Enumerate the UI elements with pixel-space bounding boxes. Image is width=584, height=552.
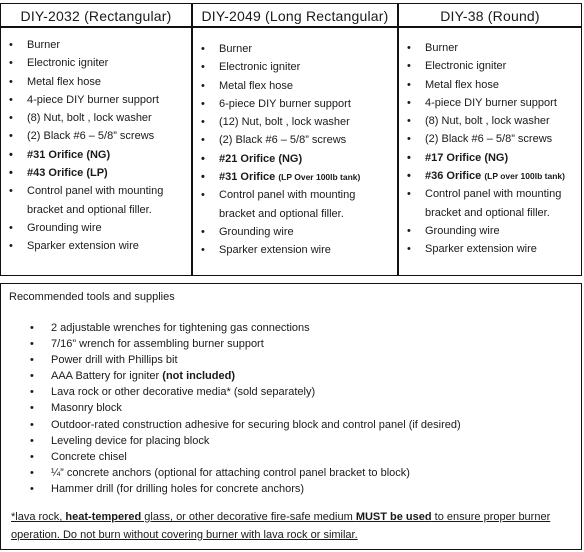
kit-item-text: Electronic igniter xyxy=(27,57,109,70)
kit-item-text: Metal flex hose xyxy=(425,78,499,91)
kit-item xyxy=(1,164,191,182)
kit-item xyxy=(193,58,397,76)
kit-item-text: Metal flex hose xyxy=(27,75,101,88)
footnote-text: glass, or other decorative fire-safe medium xyxy=(141,511,356,523)
kit-item-text: Grounding wire xyxy=(425,224,500,237)
kit-item-text: Burner xyxy=(27,39,61,51)
kit-item xyxy=(193,131,397,149)
kit-item-text: Electronic igniter xyxy=(219,61,301,74)
kit-item-text: #36 Orifice xyxy=(425,170,482,183)
tool-item-text: Concrete chisel xyxy=(51,450,127,463)
kit-item xyxy=(1,73,191,91)
footnote-bold: MUST be used xyxy=(355,511,432,523)
kit-item-text: Metal flex hose xyxy=(219,79,293,92)
kit-item-list xyxy=(399,39,581,259)
kit-item-text: Sparker extension wire xyxy=(27,240,139,253)
kit-item xyxy=(193,150,397,168)
kit-item-text: 6-piece DIY burner support xyxy=(219,97,351,110)
tool-item-text: Power drill with Phillips bit xyxy=(51,354,178,367)
kit-item-text: #31 Orifice xyxy=(219,171,276,184)
kit-item xyxy=(193,77,397,95)
kit-item xyxy=(399,240,581,258)
kit-item xyxy=(193,95,397,113)
kit-item xyxy=(399,94,581,112)
tool-item-text: Outdoor-rated construction adhesive for securing block and control panel (if desired) xyxy=(51,418,461,431)
footnote-bold: heat-tempered xyxy=(65,511,142,523)
tool-item xyxy=(1,384,461,400)
kit-item xyxy=(399,222,581,240)
tools-title: Recommended tools and supplies xyxy=(9,291,175,303)
kit-item-text: Sparker extension wire xyxy=(425,243,537,256)
tool-item-text: ¼” concrete anchors (optional for attaching control panel bracket to block) xyxy=(51,466,410,479)
kit-item-text: Grounding wire xyxy=(219,225,294,238)
tool-item-text: Masonry block xyxy=(51,402,122,415)
kit-item-text: (12) Nut, bolt , lock washer xyxy=(219,116,350,129)
kit-item xyxy=(193,168,397,186)
kit-item xyxy=(1,237,191,255)
kit-item xyxy=(1,54,191,72)
tool-item-text: Hammer drill (for drilling holes for concrete anchors) xyxy=(51,482,305,495)
kit-item-text: (8) Nut, bolt , lock washer xyxy=(425,115,550,128)
kit-item-text: #31 Orifice (NG) xyxy=(27,148,111,161)
kit-title: DIY-2049 (Long Rectangular) xyxy=(193,4,397,28)
kit-item xyxy=(1,36,191,54)
kit-column-diy-2049 xyxy=(191,4,397,275)
kit-item-list xyxy=(193,40,397,260)
tool-item-text: Lava rock or other decorative media* (sold separately) xyxy=(51,386,316,399)
kit-item-text: Grounding wire xyxy=(27,221,102,234)
kit-item-text: (2) Black #6 – 5/8” screws xyxy=(27,130,155,143)
kit-item-text: Control panel with mounting bracket and optional filler. xyxy=(27,185,164,216)
kit-item xyxy=(399,57,581,75)
kit-title: DIY-38 (Round) xyxy=(399,4,581,28)
kit-item xyxy=(193,241,397,259)
footnote xyxy=(11,508,575,544)
kit-item xyxy=(1,127,191,145)
tool-item xyxy=(1,400,461,416)
tool-item xyxy=(1,336,461,352)
kit-item-text: #43 Orifice (LP) xyxy=(27,167,108,180)
tool-item xyxy=(1,320,461,336)
kit-item-list xyxy=(1,36,191,256)
kit-item-text: #21 Orifice (NG) xyxy=(219,152,303,165)
tool-item xyxy=(1,352,461,368)
kit-item-text: Burner xyxy=(219,43,253,55)
tools-box xyxy=(0,283,582,550)
kit-column-diy-38 xyxy=(397,4,581,275)
kit-item xyxy=(193,223,397,241)
kit-item-text: 4-piece DIY burner support xyxy=(27,93,159,106)
kit-item-note: (LP over 100lb tank) xyxy=(484,171,565,182)
tool-item xyxy=(1,417,461,433)
tool-item xyxy=(1,449,461,465)
kit-item xyxy=(193,113,397,131)
tool-item-text: 2 adjustable wrenches for tightening gas connections xyxy=(51,322,310,334)
kit-item xyxy=(1,182,191,219)
kit-item xyxy=(1,109,191,127)
kit-item xyxy=(399,112,581,130)
kit-item-text: Burner xyxy=(425,42,459,54)
kit-item xyxy=(399,167,581,185)
kit-item xyxy=(399,39,581,57)
kit-item xyxy=(1,219,191,237)
kit-item-text: 4-piece DIY burner support xyxy=(425,96,557,109)
kit-title: DIY-2032 (Rectangular) xyxy=(1,4,191,28)
kit-item xyxy=(1,146,191,164)
kit-item xyxy=(399,185,581,222)
tool-item-text: Leveling device for placing block xyxy=(51,434,210,447)
kit-item xyxy=(1,91,191,109)
kit-item-note: (LP Over 100lb tank) xyxy=(278,172,361,183)
kit-item-text: #17 Orifice (NG) xyxy=(425,151,509,164)
footnote-text: to ensure proper burner operation. Do not burn without covering burner with lava rock or similar. xyxy=(11,511,551,541)
kit-item xyxy=(399,76,581,94)
kit-item-text: Sparker extension wire xyxy=(219,244,331,257)
tools-list xyxy=(1,320,461,497)
kit-item-text: Electronic igniter xyxy=(425,60,507,73)
kit-contents-table xyxy=(0,3,582,276)
kit-item-text: (2) Black #6 – 5/8” screws xyxy=(219,134,347,147)
tool-item-text: AAA Battery for igniter xyxy=(51,370,163,383)
tool-item xyxy=(1,481,461,497)
tool-item xyxy=(1,465,461,481)
footnote-text: *lava rock, xyxy=(11,511,66,523)
kit-item xyxy=(399,149,581,167)
tool-item xyxy=(1,433,461,449)
kit-item xyxy=(399,130,581,148)
tool-item xyxy=(1,368,461,384)
kit-item xyxy=(193,186,397,223)
tool-item-text: 7/16” wrench for assembling burner support xyxy=(51,338,264,351)
kit-item-text: Control panel with mounting bracket and optional filler. xyxy=(219,189,356,220)
kit-item-text: Control panel with mounting bracket and optional filler. xyxy=(425,188,562,219)
kit-column-diy-2032 xyxy=(1,4,191,275)
kit-item xyxy=(193,40,397,58)
kit-item-text: (2) Black #6 – 5/8” screws xyxy=(425,133,553,146)
tool-item-note: (not included) xyxy=(162,370,235,383)
kit-item-text: (8) Nut, bolt , lock washer xyxy=(27,112,152,125)
